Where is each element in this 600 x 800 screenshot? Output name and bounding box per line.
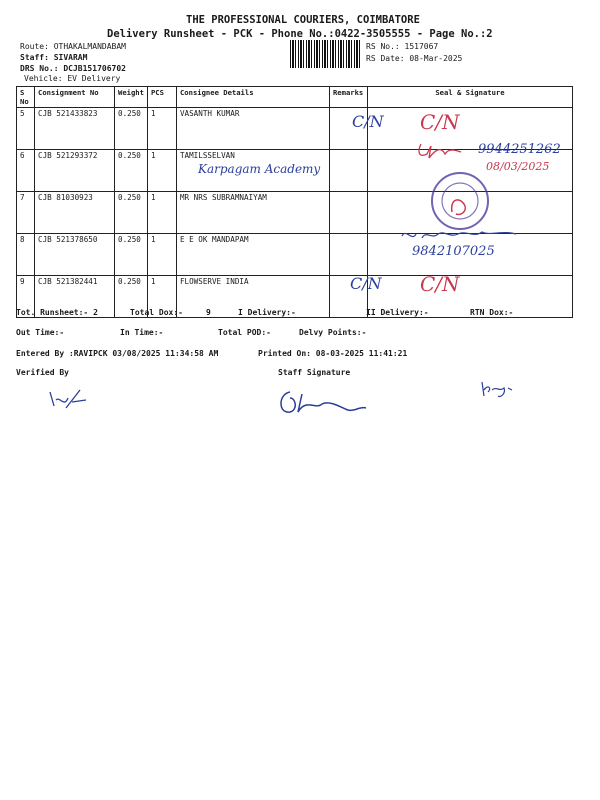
col-header-consignment: Consignment No (35, 87, 115, 108)
out-time: Out Time:- (16, 328, 65, 337)
in-time: In Time:- (120, 328, 164, 337)
printed-on: Printed On: 08-03-2025 11:41:21 (258, 349, 408, 358)
table-header-row (17, 87, 573, 108)
handwritten-phone-row6: 9944251262 (478, 142, 561, 157)
cell-consignee: VASANTH KUMAR (176, 108, 329, 150)
staff-signature-label: Staff Signature (278, 368, 351, 377)
ii-delivery: II Delivery:- (366, 308, 429, 317)
handwritten-phone-row8: 9842107025 (412, 244, 495, 259)
initials-signature (478, 378, 518, 400)
route-label: Route: OTHAKALMANDABAM (20, 42, 126, 51)
col-header-sno: S No (17, 87, 35, 108)
drs-number: DRS No.: DCJB151706702 (20, 64, 126, 73)
cell-sno: 5 (17, 108, 35, 150)
cell-weight: 0.250 (115, 276, 148, 318)
i-delivery: I Delivery:- (238, 308, 296, 317)
cell-sno: 9 (17, 276, 35, 318)
cell-weight: 0.250 (115, 150, 148, 192)
cell-consignee: FLOWSERVE INDIA (176, 276, 329, 318)
cell-sno: 8 (17, 234, 35, 276)
handwritten-remark-row5: C/N (352, 112, 384, 131)
verified-by-label: Verified By (16, 368, 69, 377)
rtn-dox: RTN Dox:- (470, 308, 514, 317)
cell-consignment: CJB 521378650 (35, 234, 115, 276)
signature-scribble-row8 (398, 226, 520, 244)
tot-runsheet: Tot. Runsheet:- 2 (16, 308, 98, 317)
col-header-seal: Seal & Signature (367, 87, 572, 108)
cell-pcs: 1 (147, 150, 176, 192)
col-header-pcs: PCS (147, 87, 176, 108)
verified-signature (46, 386, 90, 414)
cell-consignment: CJB 521433823 (35, 108, 115, 150)
entered-by: Entered By :RAVIPCK 03/08/2025 11:34:58 AM (16, 349, 219, 358)
handwritten-sign-row5: C/N (420, 110, 460, 134)
handwritten-sign-row9: C/N (420, 272, 460, 296)
handwritten-date-row6: 08/03/2025 (486, 160, 550, 173)
signature-scribble-row6 (415, 140, 465, 162)
cell-consignee: TAMILSSELVAN (176, 150, 329, 192)
cell-weight: 0.250 (115, 234, 148, 276)
seal-stamp (424, 170, 496, 232)
cell-pcs: 1 (147, 276, 176, 318)
rs-number: RS No.: 1517067 (366, 42, 439, 51)
handwritten-note-row6: Karpagam Academy (198, 162, 321, 176)
handwritten-remark-row9: C/N (350, 274, 382, 293)
col-header-weight: Weight (115, 87, 148, 108)
cell-sno: 6 (17, 150, 35, 192)
barcode-image (290, 40, 360, 68)
staff-signature (276, 386, 368, 418)
cell-consignment: CJB 521382441 (35, 276, 115, 318)
total-pod: Total POD:- (218, 328, 271, 337)
runsheet-subtitle: Delivery Runsheet - PCK - Phone No.:0422-3505555 - Page No.:2 (107, 28, 493, 40)
total-dox-value: 9 (206, 308, 211, 317)
cell-pcs: 1 (147, 192, 176, 234)
staff-label: Staff: SIVARAM (20, 53, 88, 62)
cell-sno: 7 (17, 192, 35, 234)
company-title: THE PROFESSIONAL COURIERS, COIMBATORE (186, 14, 420, 26)
col-header-remarks: Remarks (329, 87, 367, 108)
cell-consignment: CJB 81030923 (35, 192, 115, 234)
vehicle-label: Vehicle: EV Delivery (24, 74, 121, 83)
cell-consignee: MR NRS SUBRAMNAIYAM (176, 192, 329, 234)
delvy-points: Delvy Points:- (299, 328, 367, 337)
cell-remarks (329, 150, 367, 192)
cell-pcs: 1 (147, 108, 176, 150)
cell-consignee: E E OK MANDAPAM (176, 234, 329, 276)
cell-weight: 0.250 (115, 108, 148, 150)
cell-remarks (329, 192, 367, 234)
cell-consignment: CJB 521293372 (35, 150, 115, 192)
cell-remarks (329, 234, 367, 276)
col-header-consignee: Consignee Details (176, 87, 329, 108)
cell-pcs: 1 (147, 234, 176, 276)
rs-date: RS Date: 08-Mar-2025 (366, 54, 463, 63)
total-dox-label: Total Dox:- (130, 308, 183, 317)
cell-weight: 0.250 (115, 192, 148, 234)
